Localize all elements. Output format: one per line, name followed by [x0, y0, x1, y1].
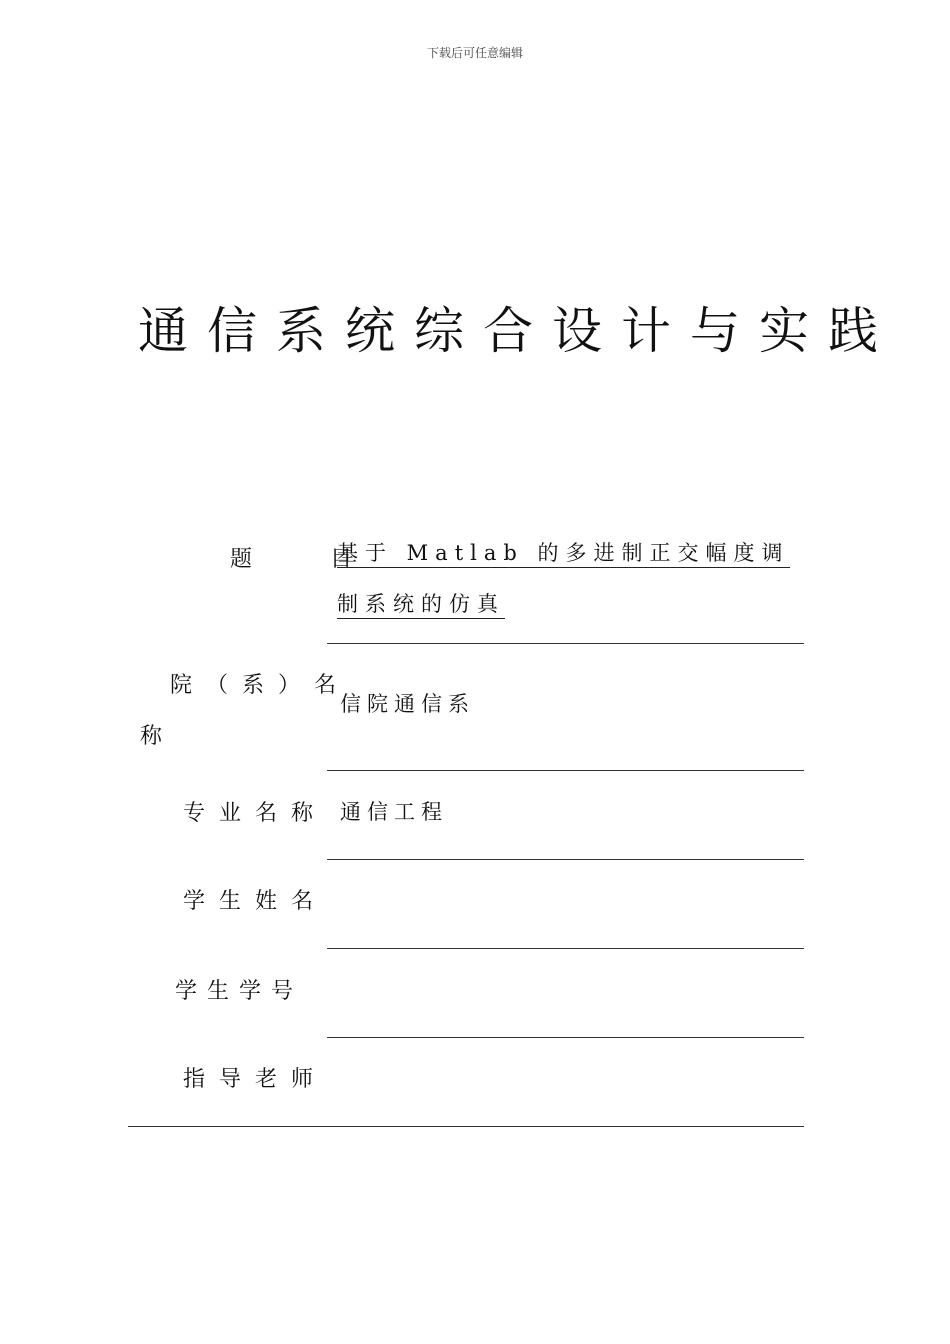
topic-label: 题 目 [230, 547, 381, 572]
major-value: 通信工程 [340, 800, 448, 824]
topic-text-2: 制系统的仿真 [337, 592, 505, 619]
department-underline [327, 770, 804, 771]
major-underline [327, 859, 804, 860]
header-note: 下载后可任意编辑 [426, 46, 523, 60]
department-value: 信院通信系 [340, 692, 475, 716]
topic-value-line1 [337, 541, 790, 566]
document-title: 通信系统综合设计与实践 [138, 302, 897, 360]
department-label-line1: 院（系）名 [170, 673, 351, 698]
topic-underline [327, 643, 804, 644]
student-id-underline [327, 1037, 804, 1038]
advisor-underline [128, 1126, 804, 1127]
student-name-underline [327, 948, 804, 949]
student-name-label: 学生姓名 [183, 889, 328, 914]
department-label-line2: 称 [140, 724, 163, 749]
student-id-label: 学生学号 [175, 979, 304, 1004]
advisor-label: 指导老师 [183, 1067, 328, 1092]
topic-text-1: 基于 Matlab 的多进制正交幅度调 [337, 541, 790, 568]
topic-value-line2 [337, 592, 505, 617]
major-label: 专业名称 [183, 801, 328, 826]
